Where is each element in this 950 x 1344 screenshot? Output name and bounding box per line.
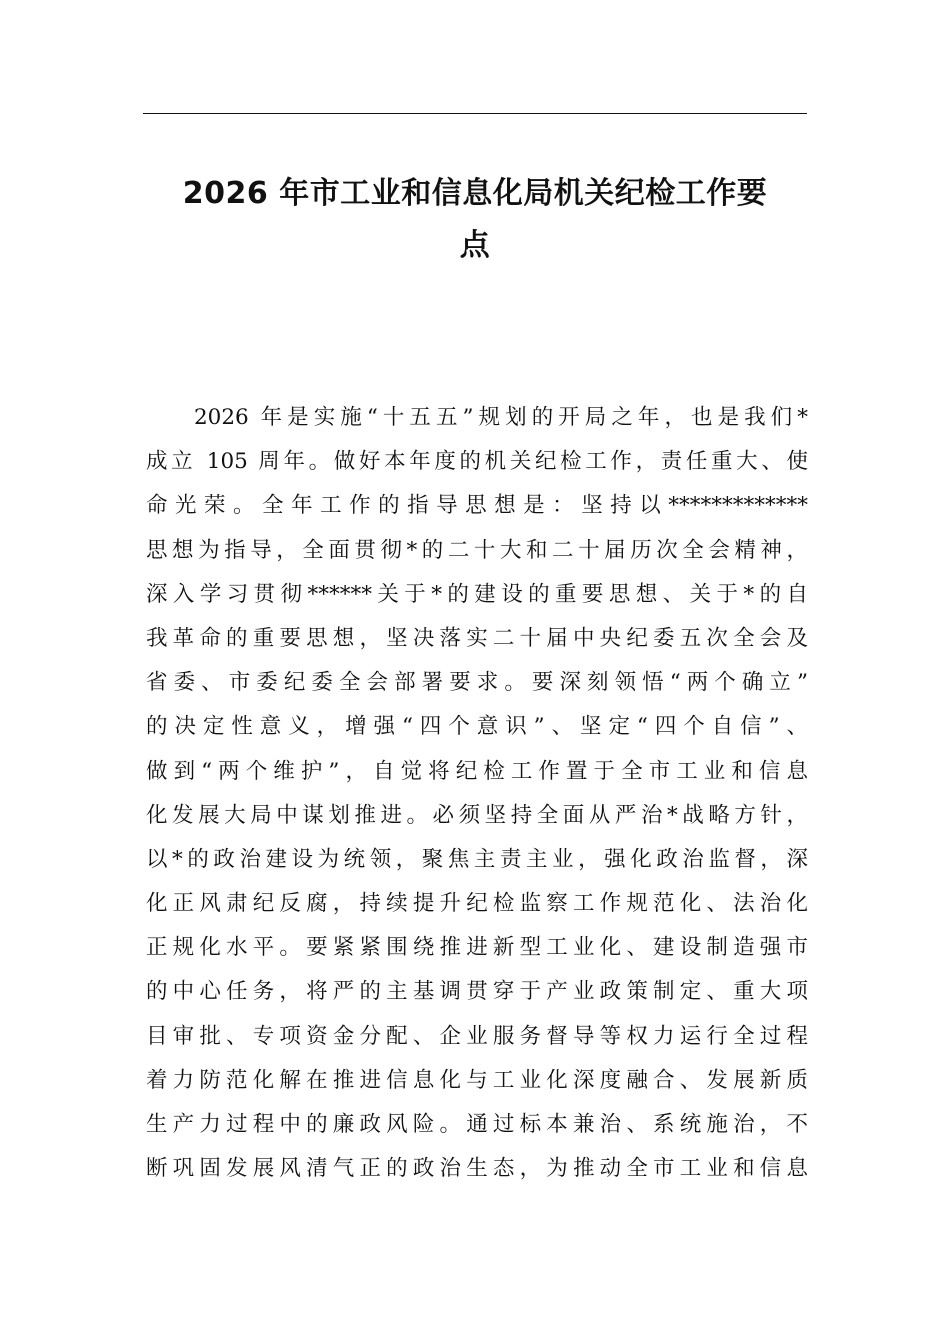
paragraph-line: 成立 105 周年。做好本年度的机关纪检工作，责任重大、使 bbox=[146, 449, 808, 475]
paragraph-line: 命光荣。全年工作的指导思想是：坚持以************* bbox=[146, 493, 808, 519]
paragraph-line: 的决定性意义，增强“四个意识”、坚定“四个自信”、 bbox=[146, 714, 808, 740]
paragraph-line: 生产力过程中的廉政风险。通过标本兼治、系统施治，不 bbox=[146, 1112, 808, 1137]
title-line: 点 bbox=[459, 228, 491, 263]
paragraph-line: 以*的政治建设为统领，聚焦主责主业，强化政治监督，深 bbox=[146, 846, 808, 872]
document-title bbox=[143, 168, 807, 272]
paragraph-line: 着力防范化解在推进信息化与工业化深度融合、发展新质 bbox=[146, 1067, 808, 1093]
paragraph-line: 2026 年是实施“十五五”规划的开局之年，也是我们* bbox=[194, 405, 808, 430]
title-line: 2026 年市工业和信息化局机关纪检工作要 bbox=[182, 176, 768, 211]
paragraph-line: 化发展大局中谋划推进。必须坚持全面从严治*战略方针， bbox=[146, 802, 808, 828]
paragraph-line: 我革命的重要思想，坚决落实二十届中央纪委五次全会及 bbox=[146, 625, 808, 651]
paragraph-line: 目审批、专项资金分配、企业服务督导等权力运行全过程 bbox=[146, 1023, 808, 1049]
paragraph-line: 正规化水平。要紧紧围绕推进新型工业化、建设制造强市 bbox=[146, 935, 808, 961]
paragraph-line: 做到“两个维护”，自觉将纪检工作置于全市工业和信息 bbox=[146, 758, 808, 784]
paragraph-line: 深入学习贯彻******关于*的建设的重要思想、关于*的自 bbox=[146, 581, 808, 607]
paragraph-line: 化正风肃纪反腐，持续提升纪检监察工作规范化、法治化 bbox=[146, 891, 808, 917]
paragraph-line: 的中心任务，将严的主基调贯穿于产业政策制定、重大项 bbox=[146, 979, 808, 1005]
body-paragraph bbox=[146, 396, 808, 1191]
paragraph-line: 思想为指导，全面贯彻*的二十大和二十届历次全会精神， bbox=[146, 537, 808, 563]
paragraph-line: 省委、市委纪委全会部署要求。要深刻领悟“两个确立” bbox=[146, 670, 808, 696]
header-rule bbox=[143, 113, 807, 114]
paragraph-line: 断巩固发展风清气正的政治生态，为推动全市工业和信息 bbox=[146, 1156, 808, 1182]
